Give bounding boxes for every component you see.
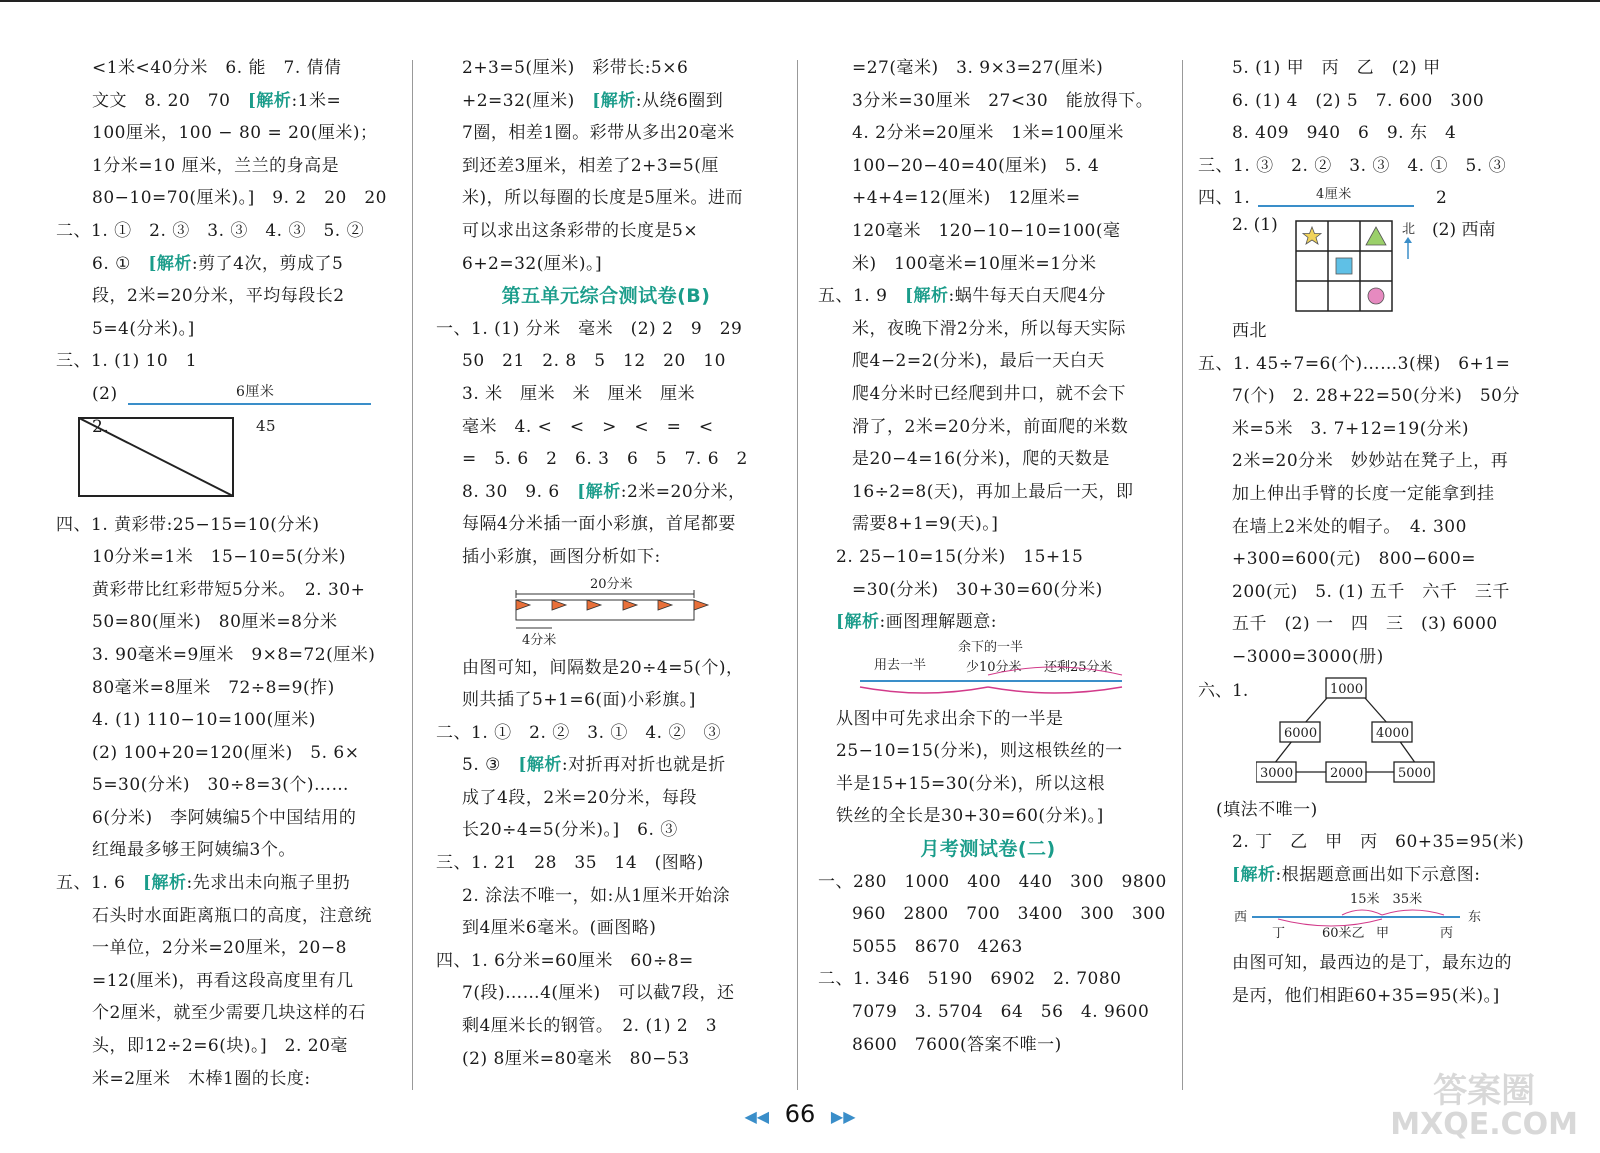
text-line: 80毫米=8厘米 72÷8=9(拃) [92, 677, 335, 698]
text-line: 5055 8670 4263 [852, 936, 1023, 957]
analysis-tag: [解析 [1232, 864, 1276, 885]
text-line: 二、1. ① 2. ② 3. ① 4. ② ③ [436, 722, 721, 743]
text-line: 米，夜晚下滑2分米，所以每天实际 [852, 318, 1126, 339]
text-line: 120毫米 120−10−10=100(毫 [852, 220, 1121, 241]
text-line: 25−10=15(分米)，则这根铁丝的一 [836, 741, 1123, 762]
wire-figure [854, 637, 1154, 701]
segment-row: (2) 6厘米 [56, 378, 396, 411]
text-line: 铁丝的全长是30+30=60(分米)。] [836, 806, 1104, 827]
text-line: 在墙上2米处的帽子。 4. 300 [1232, 516, 1467, 537]
point-label: 甲 [1376, 926, 1390, 942]
text-line: 二、1. ① 2. ③ 3. ③ 4. ③ 5. ② [56, 220, 365, 241]
text-line: =30(分米) 30+30=60(分米) [852, 579, 1103, 600]
circle-icon [1368, 288, 1384, 304]
column-divider [797, 60, 798, 1090]
column-1 [56, 52, 396, 1095]
text-line: 7圈，相差1圈。彩带从多出20毫米 [462, 123, 735, 144]
triangle-figure-row: 六、1. 1000 6000 4000 3000 2000 5000 [1198, 674, 1582, 794]
text-line: 8. 30 9. 6 [解析:2米=20分米， [462, 481, 746, 502]
text-line: = 5. 6 2 6. 3 6 5 7. 6 2 [462, 449, 748, 470]
text-line: 三、1. (1) 10 1 [56, 351, 198, 372]
number-triangle [1256, 676, 1476, 794]
wire-top-label: 余下的一半 [958, 639, 1024, 655]
text-line: 16÷2=8(天)，再加上最后一天，即 [852, 481, 1134, 502]
text-line: +4+4=12(厘米) 12厘米= [852, 188, 1081, 209]
star-icon [1303, 227, 1321, 244]
text-line: 三、1. ③ 2. ② 3. ③ 4. ① 5. ③ [1198, 155, 1507, 176]
text-line: 五、1. 45÷7=6(个)……3(棵) 6+1= [1198, 353, 1511, 374]
top-rule [0, 0, 1600, 2]
square-icon [1336, 258, 1352, 274]
west-label: 西 [1234, 910, 1248, 926]
text-line: 8. 409 940 6 9. 东 4 [1232, 123, 1457, 144]
text-line: 每隔4分米插一面小彩旗，首尾都要 [462, 514, 736, 535]
text-line: 6. ① [解析:剪了4次，剪成了5 [92, 253, 344, 274]
text-line: 960 2800 700 3400 300 300 [852, 904, 1166, 925]
text-line: 3. 米 厘米 米 厘米 厘米 [462, 383, 696, 404]
text-line: (2) 100+20=120(厘米) 5. 6× [92, 742, 360, 763]
text-line: 黄彩带比红彩带短5分米。 2. 30+ [92, 579, 366, 600]
point-label: 丁 [1272, 926, 1286, 942]
text-line: 7079 3. 5704 64 56 4. 9600 [852, 1002, 1150, 1023]
text-line: [解析:根据题意画出如下示意图: [1232, 864, 1481, 885]
text-line: 文文 8. 20 70 [解析:1米= [92, 90, 342, 111]
flags [516, 600, 708, 610]
triangle-cell: 6000 [1284, 725, 1318, 741]
column-3 [818, 52, 1167, 1061]
prev-page-icon[interactable]: ◀◀ [744, 1107, 770, 1126]
text-line: 3分米=30厘米 27<30 能放得下。 [852, 90, 1154, 111]
text-line: 四、1. 黄彩带:25−15=10(分米) [56, 514, 320, 535]
column-divider [412, 60, 413, 1090]
flag-figure-row [436, 574, 776, 652]
text-line: 五、1. 9 [解析:蜗牛每天白天爬4分 [818, 286, 1107, 307]
text-line: [解析:画图理解题意: [836, 612, 998, 633]
point-label: 丙 [1440, 926, 1454, 942]
watermark-brand: 答案圈 [1433, 1071, 1536, 1111]
text-line: 6(分米) 李阿姨编5个中国结用的 [92, 807, 357, 828]
text-line: 100厘米，100 − 80 = 20(厘米)； [92, 123, 378, 144]
flag-figure [508, 574, 748, 652]
analysis-tag: [解析 [577, 481, 621, 502]
analysis-tag: [解析 [148, 253, 192, 274]
flag-bottom-label: 4分米 [522, 632, 557, 648]
rectangle-row: 2. 45 [56, 411, 396, 509]
grid-figure-row: 2. (1) 北 (2) 西南 [1198, 215, 1582, 315]
text-line: +300=600(元) 800−600= [1232, 549, 1477, 570]
east-west-figure-row [1198, 891, 1582, 947]
text-line: −3000=3000(册) [1232, 646, 1384, 667]
text-line: 二、1. 346 5190 6902 2. 7080 [818, 969, 1122, 990]
rectangle-figure [78, 417, 298, 505]
text-line: 5=30(分米) 30÷8=3(个)…… [92, 775, 349, 796]
flag-top-label: 20分米 [590, 576, 633, 592]
text-line: 长20÷4=5(分米)。] 6. ③ [462, 820, 678, 841]
column-4 [1198, 52, 1582, 1012]
text-line: 加上伸出手臂的长度一定能拿到挂 [1232, 483, 1495, 504]
wire-right-label: 还剩25分米 [1044, 659, 1113, 675]
text-line: 一、280 1000 400 440 300 9800 [818, 871, 1167, 892]
text-line: 四、1. 6分米=60厘米 60÷8= [436, 950, 694, 971]
text-line: 80−10=70(厘米)。] 9. 2 20 20 [92, 188, 387, 209]
text-line: (填法不唯一) [1216, 799, 1318, 820]
text-line: 则共插了5+1=6(面)小彩旗。] [462, 690, 696, 711]
segment-label: 6厘米 [236, 383, 275, 400]
text-line: 滑了，2米=20分米，前面爬的米数 [852, 416, 1129, 437]
text-line: 是20−4=16(分米)，爬的天数是 [852, 449, 1110, 470]
text-line: 3. 90毫米=9厘米 9×8=72(厘米) [92, 644, 376, 665]
text-line: 2+3=5(厘米) 彩带长:5×6 [462, 58, 689, 78]
analysis-tag: [解析 [247, 90, 292, 111]
next-page-icon[interactable]: ▶▶ [830, 1107, 856, 1126]
analysis-tag: [解析 [142, 873, 187, 894]
page-number: 66 [784, 1100, 816, 1128]
text-line: <1米<40分米 6. 能 7. 倩倩 [92, 58, 342, 78]
north-label: 北 [1402, 221, 1416, 237]
text-line: 一、1. (1) 分米 毫米 (2) 2 9 29 [436, 318, 743, 339]
text-line: 4. (1) 110−10=100(厘米) [92, 710, 316, 731]
segment-4cm-label: 4厘米 [1316, 187, 1352, 203]
text-line: 由图可知，最西边的是丁，最东边的 [1232, 953, 1512, 974]
text-line: 一单位，2分米=20厘米，20−8 [92, 938, 347, 959]
grid-figure [1294, 219, 1454, 319]
line-top-label: 15米 35米 [1350, 892, 1423, 908]
watermark-url: MXQE.COM [1390, 1107, 1578, 1142]
triangle-icon [1366, 227, 1386, 245]
text-line: 米=2厘米 木棒1圈的长度: [92, 1068, 311, 1089]
text-line: 2. 涂法不唯一，如:从1厘米开始涂 [462, 885, 731, 906]
wire-figure-row [818, 639, 1158, 703]
analysis-tag: [解析 [904, 286, 949, 307]
text-line: 2米=20分米 妙妙站在凳子上，再 [1232, 451, 1509, 472]
text-line: 10分米=1米 15−10=5(分米) [92, 547, 347, 568]
analysis-tag: [解析 [592, 90, 636, 111]
text-line: 4. 2分米=20厘米 1米=100厘米 [852, 123, 1124, 144]
wire-mid-label: 少10分米 [966, 659, 1022, 675]
text-line: 需要8+1=9(天)。] [852, 514, 999, 535]
text-line: 个2厘米，就至少需要几块这样的石 [92, 1003, 366, 1024]
text-line: 爬4−2=2(分米)，最后一天白天 [852, 351, 1105, 372]
text-line: 由图可知，间隔数是20÷4=5(个)， [462, 657, 744, 678]
text-line: 剩4厘米长的钢管。 2. (1) 2 3 [462, 1016, 718, 1037]
text-line: 石头时水面距离瓶口的高度，注意统 [92, 905, 372, 926]
text-line: 毫米 4. < < > < = < [462, 416, 714, 437]
text-line: 7(段)……4(厘米) 可以截7段，还 [462, 983, 735, 1004]
text-line: 1分米=10 厘米，兰兰的身高是 [92, 155, 340, 176]
segment-figure [126, 378, 376, 410]
text-line: 插小彩旗，画图分析如下: [462, 546, 661, 567]
text-line: 红绳最多够王阿姨编3个。 [92, 840, 296, 861]
text-line: 成了4段，2米=20分米，每段 [462, 787, 698, 808]
text-line: 5. (1) 甲 丙 乙 (2) 甲 [1232, 58, 1441, 78]
text-line: 从图中可先求出余下的一半是 [836, 708, 1064, 729]
segment-4cm-figure [1256, 182, 1426, 214]
text-line: 2. 丁 乙 甲 丙 60+35=95(米) [1232, 832, 1525, 853]
text-line: 50=80(厘米) 80厘米=8分米 [92, 612, 338, 633]
segment-row: 四、1. 4厘米 2 [1198, 182, 1582, 215]
text-line: 爬4分米时已经爬到井口，就不会下 [852, 383, 1126, 404]
text-line: 2. 25−10=15(分米) 15+15 [836, 546, 1084, 567]
text-line: 三、1. 21 28 35 14 (图略) [436, 853, 704, 874]
column-divider [1182, 60, 1183, 1090]
text-line: 7(个) 2. 28+22=50(分米) 50分 [1232, 386, 1520, 407]
triangle-cell: 1000 [1330, 681, 1364, 697]
text-line: 五、1. 6 [解析:先求出未向瓶子里扔 [56, 873, 351, 894]
triangle-cell: 3000 [1260, 765, 1294, 781]
text-line: 6. (1) 4 (2) 5 7. 600 300 [1232, 90, 1485, 111]
section-title: 第五单元综合测试卷(B) [501, 285, 711, 308]
text-line: =12(厘米)，再看这段高度里有几 [92, 970, 354, 991]
text-line: 6+2=32(厘米)。] [462, 253, 603, 274]
analysis-tag: [解析 [518, 755, 562, 776]
analysis-tag: [解析 [836, 612, 880, 633]
text-line: 是丙，他们相距60+35=95(米)。] [1232, 985, 1500, 1006]
triangle-cell: 5000 [1398, 765, 1432, 781]
point-label: 60米乙 [1322, 926, 1365, 942]
text-line: 半是15+15=30(分米)，所以这根 [836, 773, 1106, 794]
text-line: 50 21 2. 8 5 12 20 10 [462, 351, 726, 372]
text-line: 米) 100毫米=10厘米=1分米 [852, 253, 1097, 274]
text-line: 五千 (2) 一 四 三 (3) 6000 [1232, 614, 1498, 635]
text-line: 5=4(分米)。] [92, 318, 195, 339]
section-title: 月考测试卷(二) [920, 838, 1056, 861]
text-line: 100−20−40=40(厘米) 5. 4 [852, 155, 1100, 176]
text-line: 头，即12÷2=6(块)。] 2. 20毫 [92, 1036, 348, 1057]
text-line: +2=32(厘米) [解析:从绕6圈到 [462, 90, 724, 111]
wire-left-label: 用去一半 [874, 657, 927, 673]
text-line: 米=5米 3. 7+12=19(分米) [1232, 418, 1470, 439]
text-line: 可以求出这条彩带的长度是5× [462, 220, 699, 241]
text-line: 段，2米=20分米，平均每段长2 [92, 286, 345, 307]
column-2 [436, 52, 776, 1075]
text-line: 西北 [1232, 320, 1267, 341]
text-line: 到还差3厘米，相差了2+3=5(厘 [462, 155, 719, 176]
triangle-cell: 4000 [1376, 725, 1410, 741]
text-line: 8600 7600(答案不唯一) [852, 1034, 1062, 1055]
text-line: (2) 8厘米=80毫米 80−53 [462, 1048, 690, 1069]
rectangle-value: 45 [256, 416, 277, 435]
east-label: 东 [1468, 910, 1482, 926]
east-west-figure [1232, 891, 1492, 947]
text-line: 米)，所以每圈的长度是5厘米。进而 [462, 188, 743, 209]
text-line: 到4厘米6毫米。(画图略) [462, 918, 657, 939]
watermark [1390, 1073, 1578, 1141]
triangle-cell: 2000 [1330, 765, 1364, 781]
text-line: 5. ③ [解析:对折再对折也就是折 [462, 755, 726, 776]
text-line: 200(元) 5. (1) 五千 六千 三千 [1232, 581, 1510, 602]
page-number-bar [0, 1100, 1600, 1128]
text-line: =27(毫米) 3. 9×3=27(厘米) [852, 58, 1104, 78]
